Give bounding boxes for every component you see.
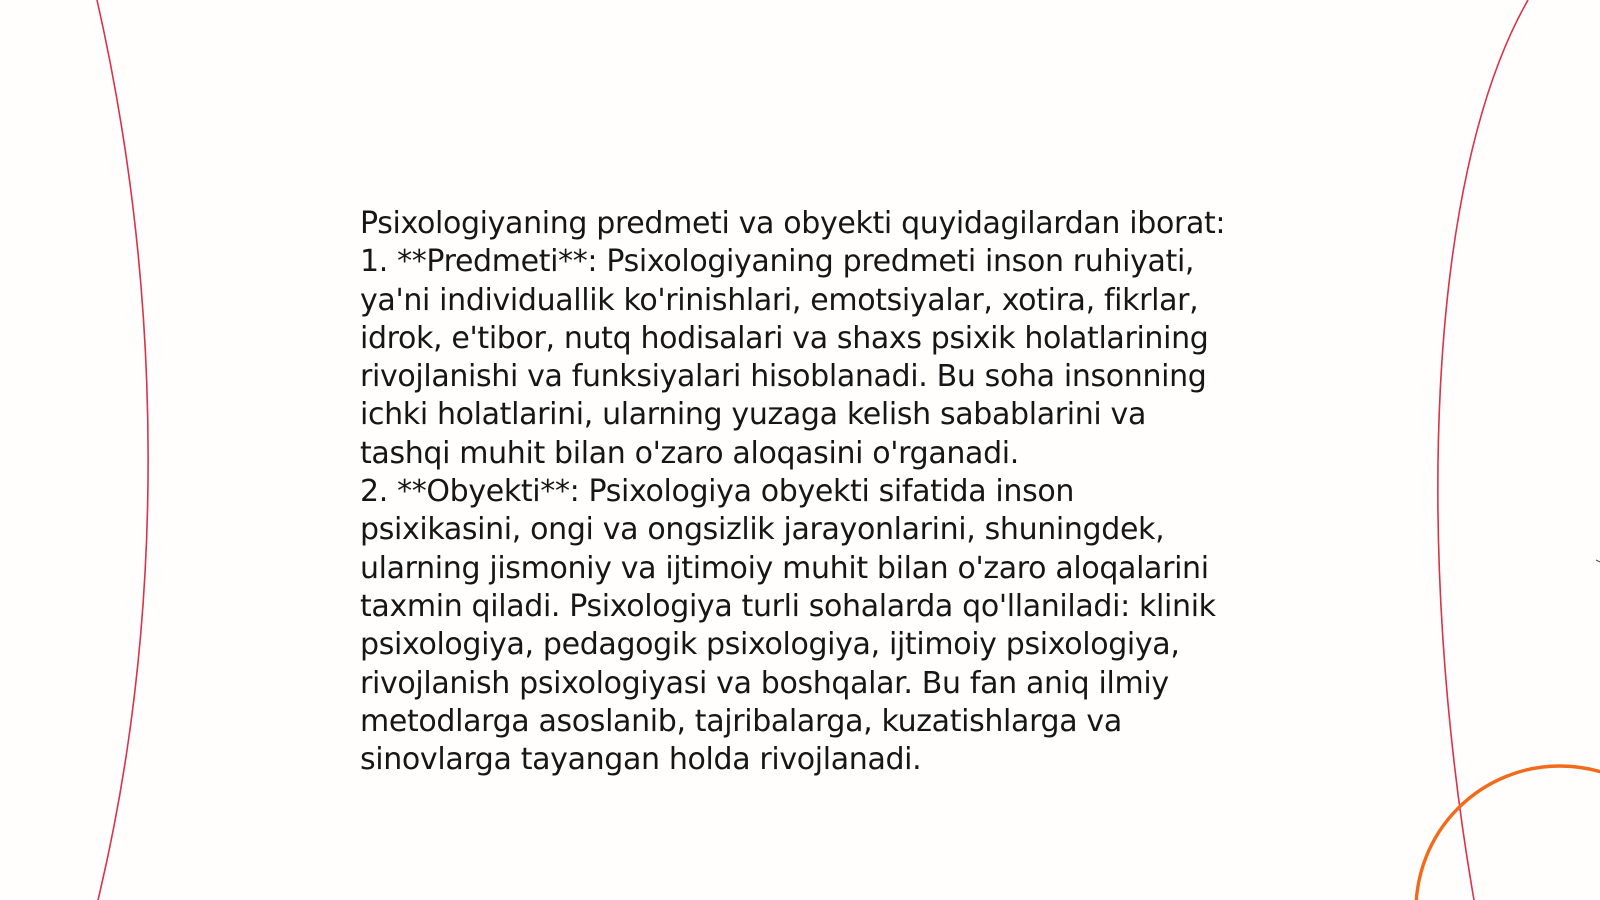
left-red-arc	[97, 0, 148, 900]
obyekti-paragraph: 2. **Obyekti**: Psixologiya obyekti sifatida inson psixikasini, ongi va ongsizlik jarayonlarini, shuningdek, ularning jismoniy va ijtimoiy muhit bilan o'zaro aloqalarini taxmin qiladi. Psixologiya turli sohalarda qo'llaniladi: klinik psixologiya, pedagogik psixologiya, ijtimoiy psixologiya, rivojlanish psixologiyasi va boshqalar. Bu fan aniq ilmiy metodlarga asoslanib, tajribalarga, kuzatishlarga va sinovlarga tayangan holda rivojlanadi.	[360, 474, 1216, 778]
intro-paragraph: Psixologiyaning predmeti va obyekti quyidagilardan iborat:	[360, 206, 1226, 241]
orange-circle-arc	[1416, 766, 1600, 900]
predmeti-paragraph: 1. **Predmeti**: Psixologiyaning predmeti inson ruhiyati, ya'ni individuallik ko'rinishlari, emotsiyalar, xotira, fikrlar, idrok, e'tibor, nutq hodisalari va shaxs psixik holatlarining rivojlanishi va funksiyalari hisoblanadi. Bu soha insonning ichki holatlarini, ularning yuzaga kelish sabablarini va tashqi muhit bilan o'zaro aloqasini o'rganadi.	[360, 244, 1209, 471]
edge-mark	[1596, 560, 1600, 562]
right-red-arc	[1438, 0, 1528, 900]
slide-text-block	[360, 205, 1240, 779]
